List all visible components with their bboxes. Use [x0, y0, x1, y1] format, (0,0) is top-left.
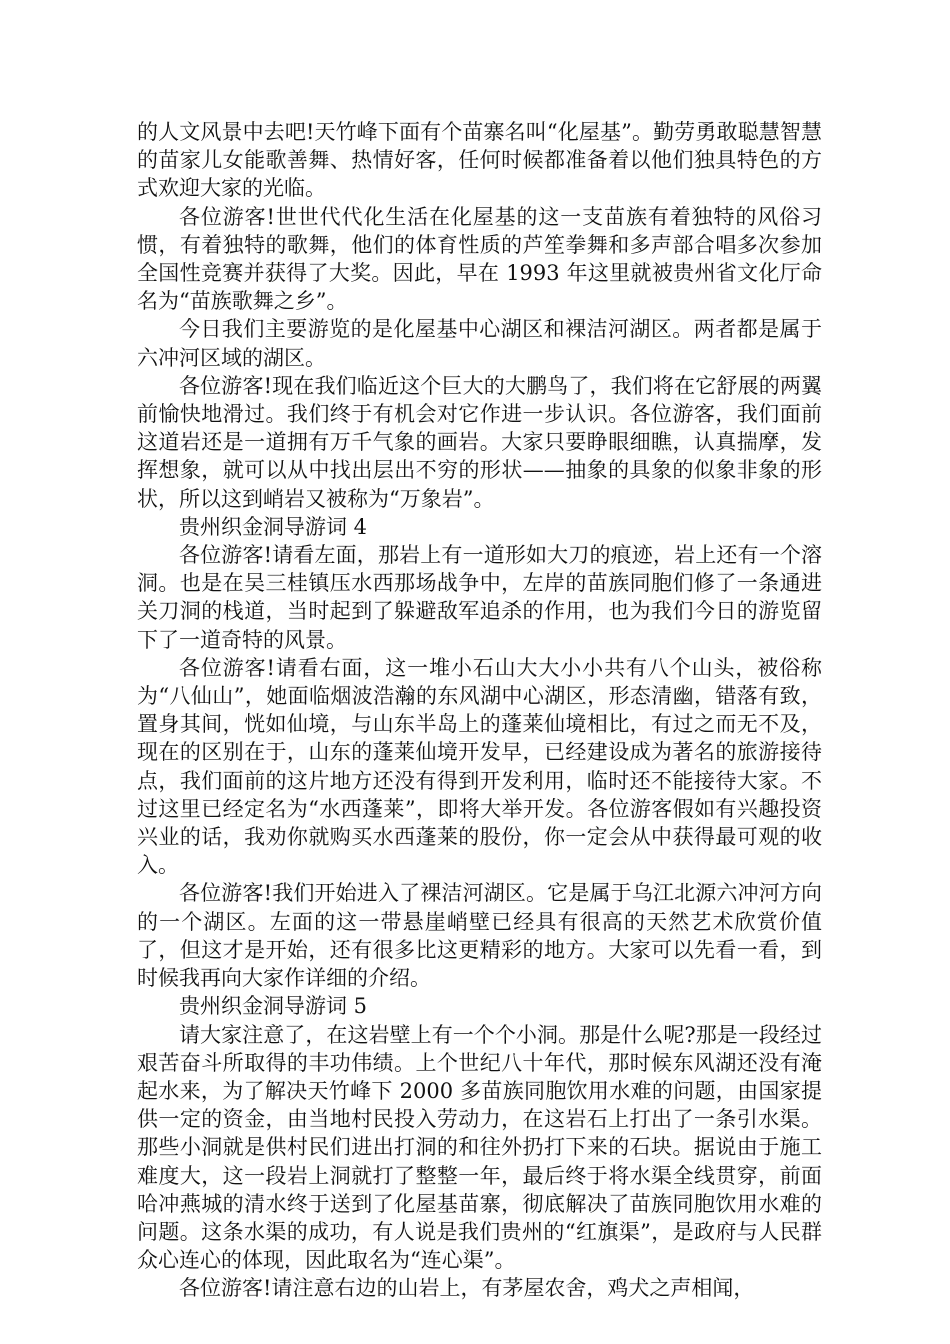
paragraph: 各位游客!请注意右边的山岩上，有茅屋农舍，鸡犬之声相闻，	[179, 1276, 755, 1301]
paragraph: 今日我们主要游览的是化屋基中心湖区和裸洁河湖区。两者都是属于六冲河区域的湖区。	[137, 317, 822, 370]
paragraph: 各位游客!请看右面，这一堆小石山大大小小共有八个山头，被俗称为“八仙山”，她面临烟波浩瀚的东风湖中心湖区，形态清幽，错落有致，置身其间，恍如仙境，与山东半岛上的蓬莱仙境相比，有过之而无不及，现在的区别在于，山东的蓬莱仙境开发早，已经建设成为著名的旅游接待点，我们面前的这片地方还没有得到开发利用，临时还不能接待大家。不过这里已经定名为“水西蓬莱”，即将大举开发。各位游客假如有兴趣投资兴业的话，我劝你就购买水西蓬莱的股份，你一定会从中获得最可观的收入。	[137, 655, 822, 878]
paragraph: 各位游客!现在我们临近这个巨大的大鹏鸟了，我们将在它舒展的两翼前愉快地滑过。我们终于有机会对它作进一步认识。各位游客，我们面前这道岩还是一道拥有万千气象的画岩。大家只要睁眼细瞧，认真揣摩，发挥想象，就可以从中找出层出不穷的形状——抽象的具象的似象非象的形状，所以这到峭岩又被称为“万象岩”。	[137, 373, 822, 511]
section-heading: 贵州织金洞导游词 5	[179, 994, 368, 1019]
section-heading: 贵州织金洞导游词 4	[179, 514, 368, 539]
document-body	[137, 118, 822, 1303]
paragraph: 请大家注意了，在这岩壁上有一个个小洞。那是什么呢?那是一段经过艰苦奋斗所取得的丰功伟绩。上个世纪八十年代，那时候东风湖还没有淹起水来，为了解决天竹峰下 2000 多苗族同胞饮用水难的问题，由国家提供一定的资金，由当地村民投入劳动力，在这岩石上打出了一条引水渠。那些小洞就是供村民们进出打洞的和往外扔打下来的石块。据说由于施工难度大，这一段岩上洞就打了整整一年，最后终于将水渠全线贯穿，前面哈冲燕城的清水终于送到了化屋基苗寨，彻底解决了苗族同胞饮用水难的问题。这条水渠的成功，有人说是我们贵州的“红旗渠”，是政府与人民群众心连心的体现，因此取名为“连心渠”。	[137, 1022, 822, 1273]
paragraph: 各位游客!我们开始进入了裸洁河湖区。它是属于乌江北源六冲河方向的一个湖区。左面的这一带悬崖峭壁已经具有很高的天然艺术欣赏价值了，但这才是开始，还有很多比这更精彩的地方。大家可以先看一看，到时候我再向大家作详细的介绍。	[137, 881, 822, 991]
paragraph: 各位游客!世世代代化生活在化屋基的这一支苗族有着独特的风俗习惯，有着独特的歌舞，他们的体育性质的芦笙拳舞和多声部合唱多次参加全国性竞赛并获得了大奖。因此，早在 1993 年这里就被贵州省文化厅命名为“苗族歌舞之乡”。	[137, 204, 822, 314]
paragraph: 各位游客!请看左面，那岩上有一道形如大刀的痕迹，岩上还有一个溶洞。也是在吴三桂镇压水西那场战争中，左岸的苗族同胞们修了一条通进关刀洞的栈道，当时起到了躲避敌军追杀的作用，也为我们今日的游览留下了一道奇特的风景。	[137, 543, 822, 652]
paragraph: 的人文风景中去吧!天竹峰下面有个苗寨名叫“化屋基”。勤劳勇敢聪慧智慧的苗家儿女能歌善舞、热情好客，任何时候都准备着以他们独具特色的方式欢迎大家的光临。	[137, 120, 822, 201]
